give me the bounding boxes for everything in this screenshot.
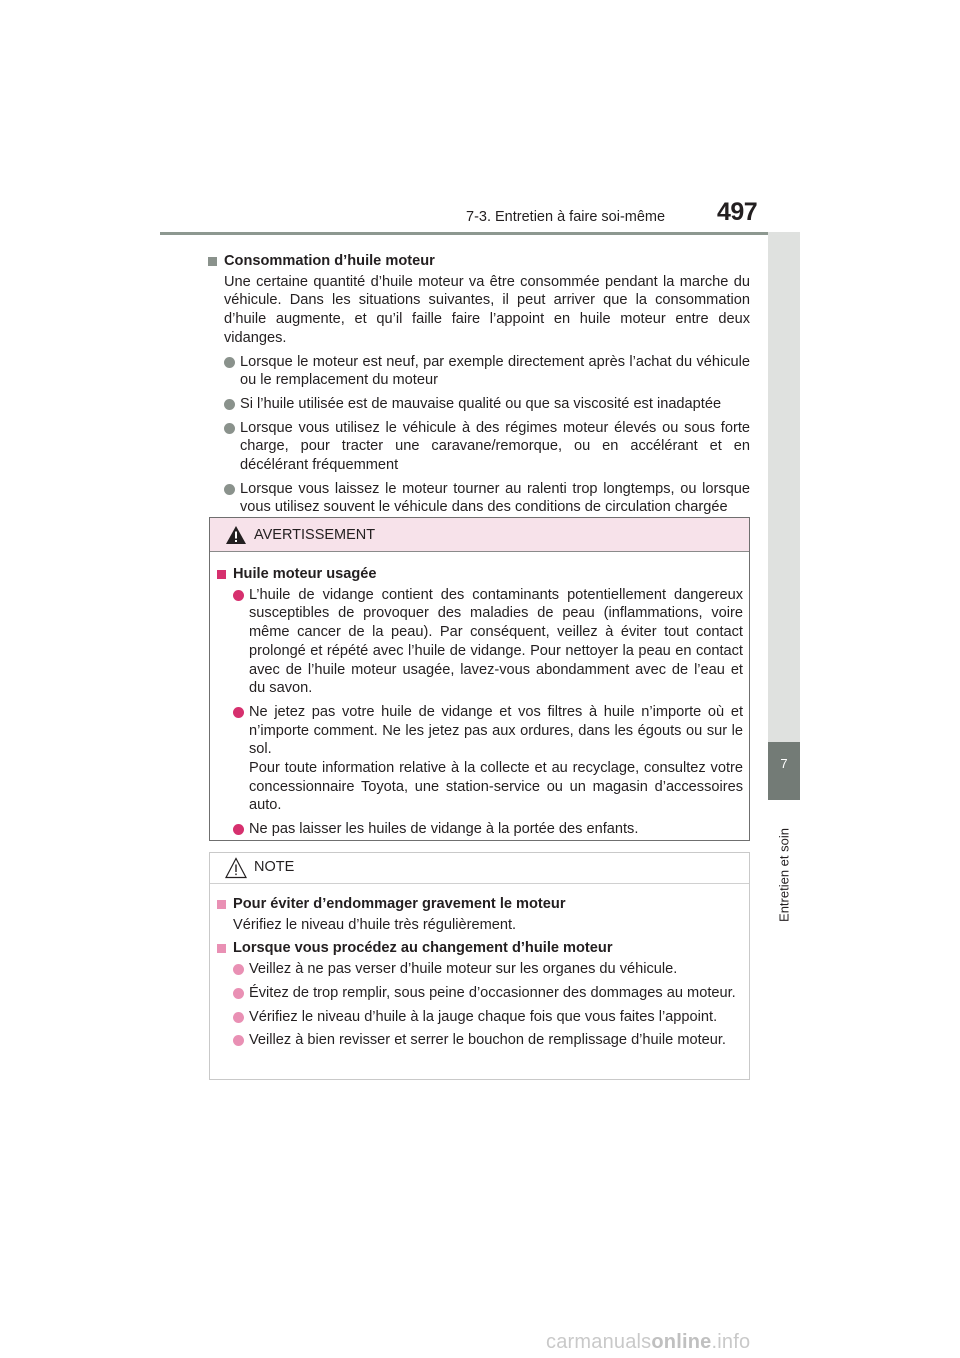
note-body — [210, 884, 749, 1050]
list-item — [217, 960, 743, 979]
footer-watermark — [546, 1331, 750, 1354]
round-bullet-icon — [233, 824, 244, 835]
square-bullet-icon — [217, 944, 226, 953]
note-heading-text: Pour éviter d’endommager gravement le moteur — [233, 896, 566, 912]
consumption-section — [208, 252, 750, 522]
round-bullet-icon — [224, 423, 235, 434]
round-bullet-icon — [233, 707, 244, 718]
warning-title: AVERTISSEMENT — [254, 527, 376, 543]
list-item — [217, 984, 743, 1003]
list-item — [208, 480, 750, 517]
running-header-section: 7-3. Entretien à faire soi-même — [466, 209, 666, 225]
list-item-text: Lorsque le moteur est neuf, par exemple directement après l’achat du véhicule ou le remplacement du moteur — [240, 353, 750, 389]
warning-body — [210, 552, 749, 839]
list-item — [217, 703, 743, 815]
list-item-text-part: Ne jetez pas votre huile de vidange et vos filtres à huile n’importe où et n’importe comment. Ne les jetez pas aux ordures, dans les égouts ou sur le sol. — [249, 703, 743, 758]
list-item-text-part: Pour toute information relative à la collecte et au recyclage, consultez votre concessionnaire Toyota, une station-service ou un magasin d’accessoires auto. — [249, 760, 743, 814]
chapter-tab-number: 7 — [768, 742, 800, 800]
list-item — [208, 395, 750, 414]
round-bullet-icon — [233, 988, 244, 999]
warning-box — [209, 517, 750, 841]
note-box — [209, 852, 750, 1080]
list-item-text: Si l’huile utilisée est de mauvaise qualité ou que sa viscosité est inadaptée — [240, 395, 722, 412]
watermark-prefix: carmanuals — [546, 1331, 652, 1353]
round-bullet-icon — [233, 590, 244, 601]
square-bullet-icon — [217, 900, 226, 909]
warning-heading — [217, 565, 743, 584]
round-bullet-icon — [224, 399, 235, 410]
list-item — [217, 586, 743, 698]
consumption-heading-text: Consommation d’huile moteur — [224, 253, 435, 269]
list-item-text: Lorsque vous utilisez le véhicule à des régimes moteur élevés ou sous forte charge, pour tracter une caravane/remorque, ou en accélérant et en décélérant fréquemment — [240, 419, 750, 474]
list-item-text: Veillez à ne pas verser d’huile moteur sur les organes du véhicule. — [249, 961, 678, 978]
note-text: Vérifiez le niveau d’huile très régulièrement. — [233, 916, 517, 933]
square-bullet-icon — [217, 570, 226, 579]
caution-triangle-icon — [225, 857, 247, 879]
note-header — [210, 853, 749, 884]
header-rule — [160, 232, 800, 235]
page-number: 497 — [717, 198, 758, 226]
list-item-text: Ne pas laisser les huiles de vidange à la portée des enfants. — [249, 821, 639, 838]
warning-triangle-icon — [225, 525, 247, 545]
note-heading-text: Lorsque vous procédez au changement d’huile moteur — [233, 940, 613, 957]
watermark-suffix: .info — [711, 1331, 751, 1353]
chapter-tab-strip — [768, 232, 800, 742]
watermark-bold: online — [651, 1331, 712, 1353]
warning-header — [210, 518, 749, 552]
list-item — [208, 419, 750, 475]
list-item-text: Vérifiez le niveau d’huile à la jauge chaque fois que vous faites l’appoint. — [249, 1008, 718, 1025]
chapter-tab-label-text: Entretien et soin — [776, 828, 792, 922]
list-item-text: L’huile de vidange contient des contaminants potentiellement dangereux susceptibles de provoquer des maladies de peau (inflammations, voire même cancer de la peau). Par conséquent, veillez à éviter tout contact prolongé et répété avec l’huile de vidange. Pour nettoyer la peau en contact avec de l’huile moteur usagée, lavez-vous abondamment avec de l’eau et du savon. — [249, 586, 743, 697]
square-bullet-icon — [208, 257, 217, 266]
warning-heading-text: Huile moteur usagée — [233, 566, 377, 582]
list-item — [217, 1008, 743, 1027]
round-bullet-icon — [224, 484, 235, 495]
round-bullet-icon — [233, 964, 244, 975]
list-item-text — [249, 703, 743, 815]
round-bullet-icon — [224, 357, 235, 368]
round-bullet-icon — [233, 1012, 244, 1023]
list-item — [217, 820, 743, 839]
chapter-tab-label — [768, 800, 800, 950]
list-item — [208, 353, 750, 390]
list-item-text: Veillez à bien revisser et serrer le bouchon de remplissage d’huile moteur. — [249, 1032, 726, 1049]
note-heading-oil-change — [217, 939, 743, 958]
consumption-intro: Une certaine quantité d’huile moteur va être consommée pendant la marche du véhicule. Dans les situations suivantes, il peut arriver que la consommation d’huile augmente, et qu’il faille faire l’appoint en huile moteur entre deux vidanges. — [224, 273, 750, 346]
list-item-text: Évitez de trop remplir, sous peine d’occasionner des dommages au moteur. — [249, 984, 736, 1001]
round-bullet-icon — [233, 1035, 244, 1046]
note-heading-engine — [217, 895, 743, 914]
list-item-text: Lorsque vous laissez le moteur tourner au ralenti trop longtemps, ou lorsque vous utilisez souvent le véhicule dans des conditions de circulation chargée — [240, 480, 750, 516]
list-item — [217, 1031, 743, 1050]
note-title: NOTE — [254, 859, 295, 875]
consumption-heading — [208, 252, 750, 271]
